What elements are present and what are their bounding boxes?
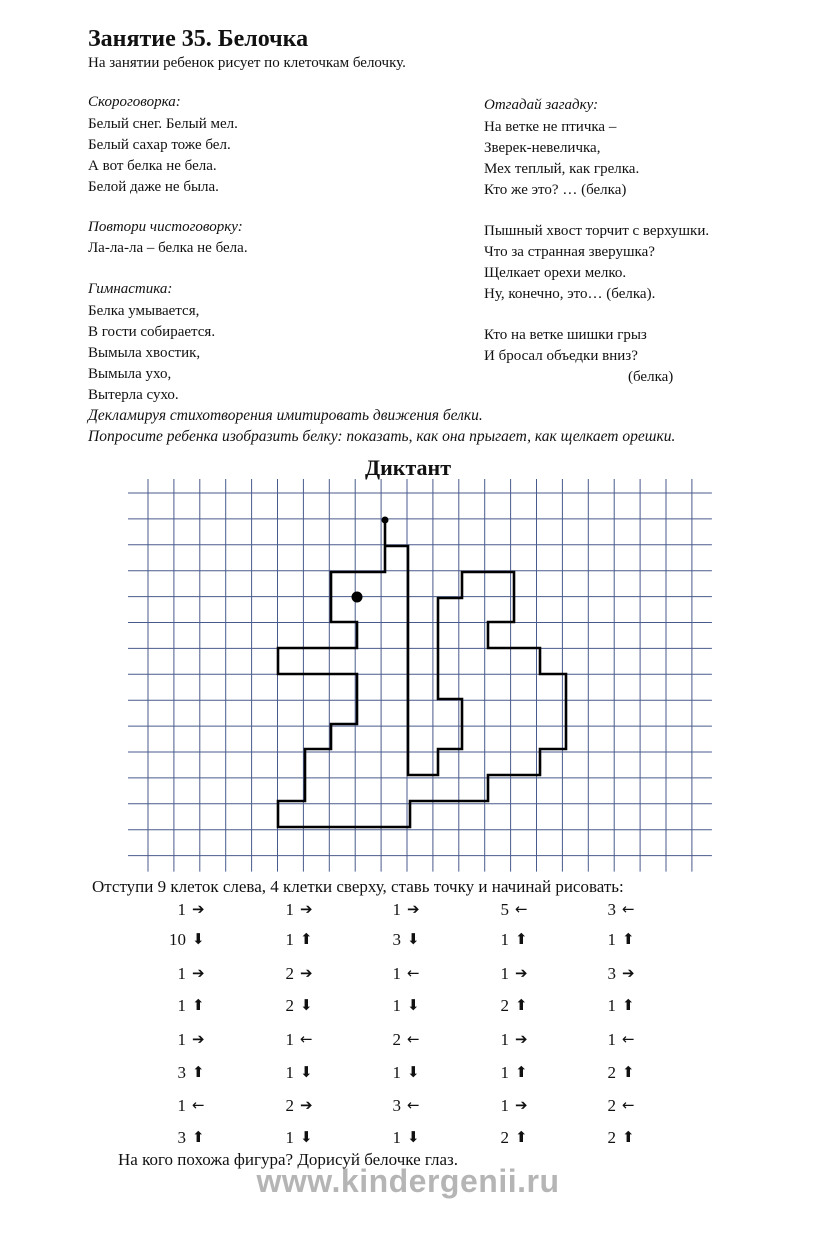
dictation-step	[264, 996, 334, 1020]
riddle-title: Отгадай загадку:	[484, 97, 599, 113]
step-count: 1	[392, 996, 401, 1015]
gymnastics-line: Вымыла ухо,	[88, 366, 172, 382]
dictation-step	[479, 996, 549, 1020]
step-count: 3	[392, 930, 401, 949]
arrow-down-icon: ⬇	[407, 996, 420, 1014]
step-count: 1	[285, 900, 294, 919]
step-count: 3	[392, 1096, 401, 1115]
squirrel-figure-outline	[278, 520, 566, 827]
arrow-right-icon: ➔	[300, 1096, 313, 1114]
dictation-step	[371, 964, 441, 988]
dictation-step	[264, 900, 334, 924]
arrow-right-icon: ➔	[300, 900, 313, 918]
dictation-step	[264, 1128, 334, 1152]
arrow-down-icon: ⬇	[407, 1063, 420, 1081]
dictation-step	[371, 1096, 441, 1120]
dictation-step	[264, 964, 334, 988]
step-count: 5	[500, 900, 509, 919]
riddle-line: Зверек-невеличка,	[484, 140, 601, 156]
step-count: 1	[285, 1063, 294, 1082]
tongue-twister-line: Белый сахар тоже бел.	[88, 137, 231, 153]
riddle-line: На ветке не птичка –	[484, 119, 617, 135]
dictation-step	[156, 1096, 226, 1120]
step-count: 3	[607, 900, 616, 919]
riddle-answer: (белка)	[628, 369, 674, 385]
arrow-down-icon: ⬇	[300, 996, 313, 1014]
step-count: 1	[607, 996, 616, 1015]
page-subtitle: На занятии ребенок рисует по клеточкам белочку.	[88, 55, 406, 71]
step-count: 1	[607, 1030, 616, 1049]
riddle-line: Ну, конечно, это… (белка).	[484, 286, 656, 302]
step-count: 2	[607, 1063, 616, 1082]
dictation-step	[371, 1063, 441, 1087]
tongue-twister-line: Белый снег. Белый мел.	[88, 116, 238, 132]
site-watermark: www.kindergenii.ru	[256, 1163, 560, 1199]
step-count: 1	[285, 1030, 294, 1049]
step-count: 1	[500, 1063, 509, 1082]
step-count: 2	[285, 1096, 294, 1115]
step-count: 2	[500, 1128, 509, 1147]
tongue-twister-line: Белой даже не была.	[88, 179, 219, 195]
arrow-left-icon: ←	[192, 1096, 205, 1114]
riddle-line: Щелкает орехи мелко.	[484, 265, 627, 281]
dictation-step	[479, 964, 549, 988]
arrow-left-icon: ←	[515, 900, 528, 918]
step-count: 2	[607, 1128, 616, 1147]
step-count: 1	[285, 930, 294, 949]
arrow-left-icon: ←	[407, 1030, 420, 1048]
dictation-step	[586, 930, 656, 954]
step-count: 1	[500, 1096, 509, 1115]
arrow-left-icon: ←	[622, 1096, 635, 1114]
dictation-step	[586, 900, 656, 924]
riddle-line: Кто же это? … (белка)	[484, 182, 627, 198]
start-point-dot	[382, 517, 389, 524]
step-count: 1	[392, 1128, 401, 1147]
page-title: Занятие 35. Белочка	[88, 26, 309, 52]
dictation-step	[586, 964, 656, 988]
arrow-left-icon: ←	[407, 1096, 420, 1114]
arrow-left-icon: ←	[407, 964, 420, 982]
final-question: На кого похожа фигура? Дорисуй белочке глаз.	[118, 1150, 458, 1169]
arrow-up-icon: ⬆	[515, 930, 528, 948]
arrow-left-icon: ←	[622, 900, 635, 918]
step-count: 1	[500, 1030, 509, 1049]
riddle-line: И бросал объедки вниз?	[484, 348, 638, 364]
pure-talk-title: Повтори чистоговорку:	[88, 219, 243, 235]
dictation-step	[586, 1063, 656, 1087]
dictation-step	[586, 1096, 656, 1120]
arrow-right-icon: ➔	[300, 964, 313, 982]
gymnastics-line: Вымыла хвостик,	[88, 345, 201, 361]
dictation-step	[479, 900, 549, 924]
step-count: 2	[392, 1030, 401, 1049]
gymnastics-line: В гости собирается.	[88, 324, 216, 340]
dictation-step	[264, 930, 334, 954]
step-count: 1	[177, 1096, 186, 1115]
dictation-step	[479, 1063, 549, 1087]
step-count: 3	[607, 964, 616, 983]
dictation-step	[156, 930, 226, 954]
arrow-right-icon: ➔	[192, 1030, 205, 1048]
riddle-line: Что за странная зверушка?	[484, 244, 655, 260]
step-count: 1	[607, 930, 616, 949]
step-count: 1	[500, 964, 509, 983]
dictation-step	[264, 1096, 334, 1120]
arrow-up-icon: ⬆	[192, 1128, 205, 1146]
squirrel-eye-dot	[352, 592, 363, 603]
arrow-down-icon: ⬇	[407, 1128, 420, 1146]
riddle-line: Кто на ветке шишки грыз	[484, 327, 647, 343]
step-count: 10	[169, 930, 186, 949]
step-count: 1	[392, 900, 401, 919]
gymnastics-title: Гимнастика:	[88, 281, 173, 297]
step-count: 1	[392, 964, 401, 983]
step-count: 1	[177, 1030, 186, 1049]
step-count: 2	[500, 996, 509, 1015]
dictation-step	[156, 1030, 226, 1054]
dictation-step	[479, 1096, 549, 1120]
dictation-step	[371, 1030, 441, 1054]
dictation-step	[586, 1128, 656, 1152]
step-count: 1	[285, 1128, 294, 1147]
arrow-right-icon: ➔	[515, 1030, 528, 1048]
step-count: 1	[500, 930, 509, 949]
arrow-right-icon: ➔	[192, 900, 205, 918]
instruction-line: Декламируя стихотворения имитировать движения белки.	[88, 407, 483, 424]
step-count: 1	[177, 900, 186, 919]
dictation-step	[156, 900, 226, 924]
dictation-step	[264, 1030, 334, 1054]
arrow-down-icon: ⬇	[300, 1128, 313, 1146]
step-count: 2	[285, 964, 294, 983]
arrow-right-icon: ➔	[515, 964, 528, 982]
arrow-up-icon: ⬆	[192, 996, 205, 1014]
step-count: 2	[607, 1096, 616, 1115]
step-count: 1	[177, 996, 186, 1015]
step-count: 3	[177, 1063, 186, 1082]
arrow-up-icon: ⬆	[515, 996, 528, 1014]
dictation-step	[586, 1030, 656, 1054]
tongue-twister-line: А вот белка не бела.	[88, 158, 217, 174]
tongue-twister-title: Скороговорка:	[88, 94, 181, 110]
arrow-up-icon: ⬆	[192, 1063, 205, 1081]
arrow-up-icon: ⬆	[515, 1128, 528, 1146]
gymnastics-line: Белка умывается,	[88, 303, 200, 319]
dictation-title: Диктант	[364, 455, 452, 480]
dictation-step	[371, 930, 441, 954]
dictation-step	[264, 1063, 334, 1087]
dictation-step	[479, 930, 549, 954]
dictation-step	[479, 1030, 549, 1054]
arrow-right-icon: ➔	[407, 900, 420, 918]
dictation-step	[156, 964, 226, 988]
gymnastics-line: Вытерла сухо.	[88, 387, 179, 403]
instruction-line: Попросите ребенка изобразить белку: показать, как она прыгает, как щелкает орешки.	[88, 428, 676, 445]
step-count: 3	[177, 1128, 186, 1147]
dictation-step	[156, 1063, 226, 1087]
arrow-up-icon: ⬆	[515, 1063, 528, 1081]
pure-talk-line: Ла-ла-ла – белка не бела.	[88, 240, 248, 256]
arrow-right-icon: ➔	[622, 964, 635, 982]
dictation-step	[371, 900, 441, 924]
dictation-step	[371, 1128, 441, 1152]
arrow-down-icon: ⬇	[192, 930, 205, 948]
riddle-line: Мех теплый, как грелка.	[484, 161, 640, 177]
arrow-right-icon: ➔	[192, 964, 205, 982]
arrow-down-icon: ⬇	[407, 930, 420, 948]
dictation-step	[586, 996, 656, 1020]
grid-lines	[128, 479, 712, 872]
arrow-up-icon: ⬆	[622, 996, 635, 1014]
dictation-step	[479, 1128, 549, 1152]
arrow-up-icon: ⬆	[622, 1128, 635, 1146]
step-count: 1	[392, 1063, 401, 1082]
arrow-left-icon: ←	[622, 1030, 635, 1048]
arrow-left-icon: ←	[300, 1030, 313, 1048]
arrow-down-icon: ⬇	[300, 1063, 313, 1081]
arrow-up-icon: ⬆	[300, 930, 313, 948]
arrow-right-icon: ➔	[515, 1096, 528, 1114]
dictation-step	[371, 996, 441, 1020]
start-instruction: Отступи 9 клеток слева, 4 клетки сверху, ставь точку и начинай рисовать:	[92, 877, 624, 896]
arrow-up-icon: ⬆	[622, 930, 635, 948]
riddle-line: Пышный хвост торчит с верхушки.	[484, 223, 710, 239]
dictation-step	[156, 1128, 226, 1152]
arrow-up-icon: ⬆	[622, 1063, 635, 1081]
dictation-step	[156, 996, 226, 1020]
step-count: 1	[177, 964, 186, 983]
step-count: 2	[285, 996, 294, 1015]
